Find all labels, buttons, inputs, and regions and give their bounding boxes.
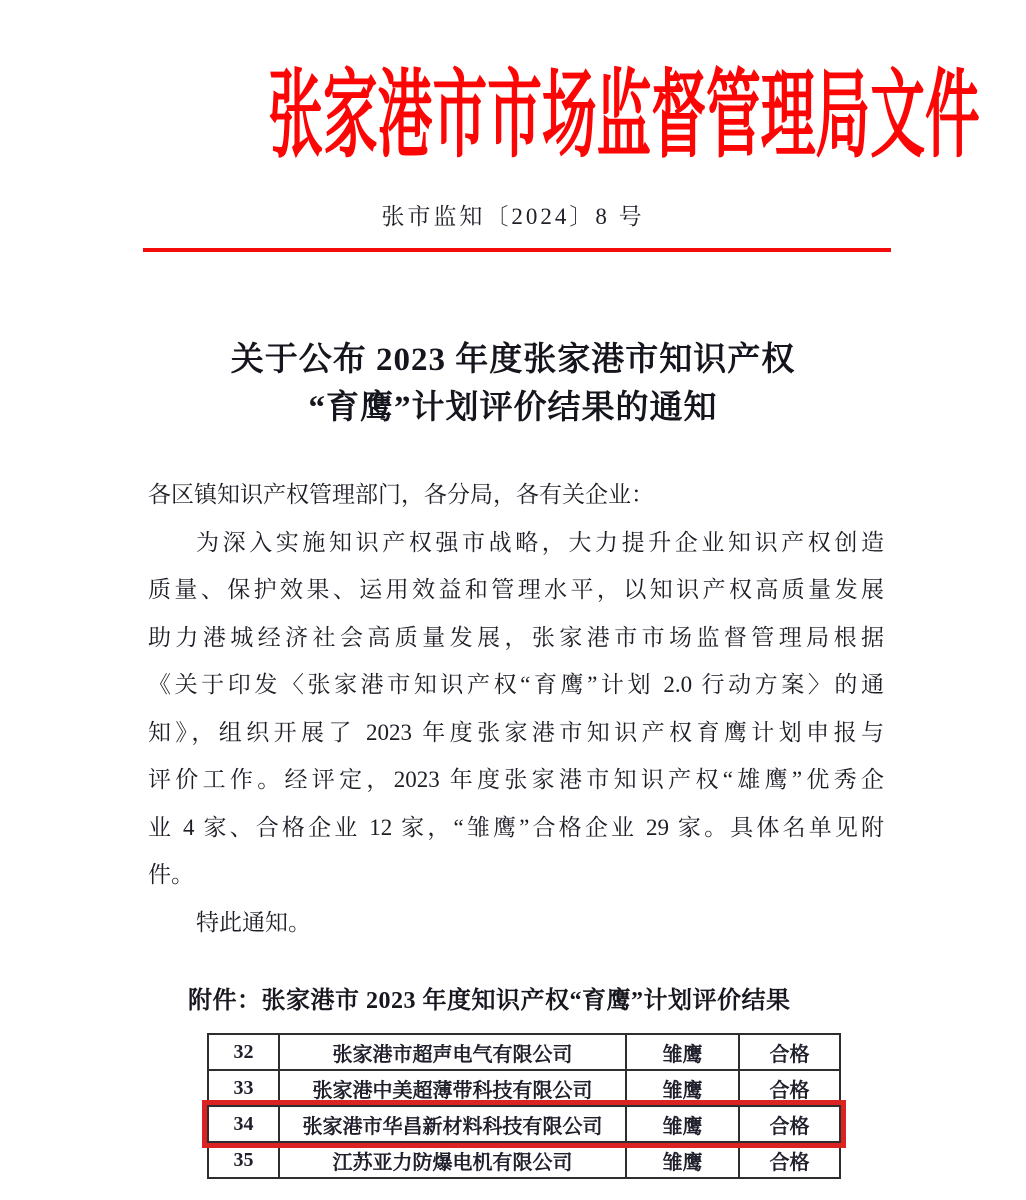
body-text-line: 评价工作。经评定，2023 年度张家港市知识产权“雄鹰”优秀企 <box>148 767 884 792</box>
cell-result: 合格 <box>739 1034 840 1070</box>
table-row <box>208 1070 840 1106</box>
body-text-line: 助力港城经济社会高质量发展，张家港市市场监督管理局根据 <box>148 624 884 650</box>
cell-category: 雏鹰 <box>626 1070 739 1106</box>
body-text-line: 件。 <box>148 862 194 887</box>
agency-header-title: 张家港市市场监督管理局文件 <box>268 62 980 169</box>
notice-title-line2: “育鹰”计划评价结果的通知 <box>308 390 718 426</box>
cell-company-name: 张家港市超声电气有限公司 <box>279 1034 626 1070</box>
body-text-line: 特此通知。 <box>196 909 311 935</box>
cell-company-name: 江苏亚力防爆电机有限公司 <box>279 1142 626 1178</box>
table-row <box>208 1034 840 1070</box>
table-row-highlighted <box>208 1106 840 1142</box>
cell-category: 雏鹰 <box>626 1034 739 1070</box>
cell-category: 雏鹰 <box>626 1142 739 1178</box>
cell-serial-number: 35 <box>208 1142 279 1178</box>
cell-result: 合格 <box>739 1142 840 1178</box>
cell-serial-number: 32 <box>208 1034 279 1070</box>
body-text-line: 各区镇知识产权管理部门，各分局，各有关企业： <box>148 482 654 507</box>
evaluation-result-table <box>207 1033 841 1179</box>
header-divider-line <box>143 248 891 252</box>
document-number: 张市监知〔2024〕8 号 <box>381 204 645 229</box>
cell-serial-number: 34 <box>208 1106 279 1142</box>
table-row <box>208 1142 840 1178</box>
red-letterhead <box>0 62 1026 170</box>
cell-serial-number: 33 <box>208 1070 279 1106</box>
body-text-line: 质量、保护效果、运用效益和管理水平，以知识产权高质量发展 <box>148 577 884 602</box>
notice-body <box>148 471 884 946</box>
notice-title-line1: 关于公布 2023 年度张家港市知识产权 <box>230 342 796 378</box>
cell-result: 合格 <box>739 1070 840 1106</box>
attachment-label: 附件：张家港市 2023 年度知识产权“育鹰”计划评价结果 <box>188 988 791 1014</box>
body-text-line: 《关于印发〈张家港市知识产权“育鹰”计划 2.0 行动方案〉的通 <box>148 672 884 697</box>
body-text-line: 为深入实施知识产权强市战略，大力提升企业知识产权创造 <box>196 529 884 555</box>
body-text-line: 知》，组织开展了 2023 年度张家港市知识产权育鹰计划申报与 <box>148 719 884 745</box>
cell-company-name: 张家港市华昌新材料科技有限公司 <box>279 1106 626 1142</box>
cell-category: 雏鹰 <box>626 1106 739 1142</box>
body-text-line: 业 4 家、合格企业 12 家，“雏鹰”合格企业 29 家。具体名单见附 <box>148 814 884 840</box>
cell-result: 合格 <box>739 1106 840 1142</box>
cell-company-name: 张家港中美超薄带科技有限公司 <box>279 1070 626 1106</box>
notice-title <box>0 336 1026 432</box>
